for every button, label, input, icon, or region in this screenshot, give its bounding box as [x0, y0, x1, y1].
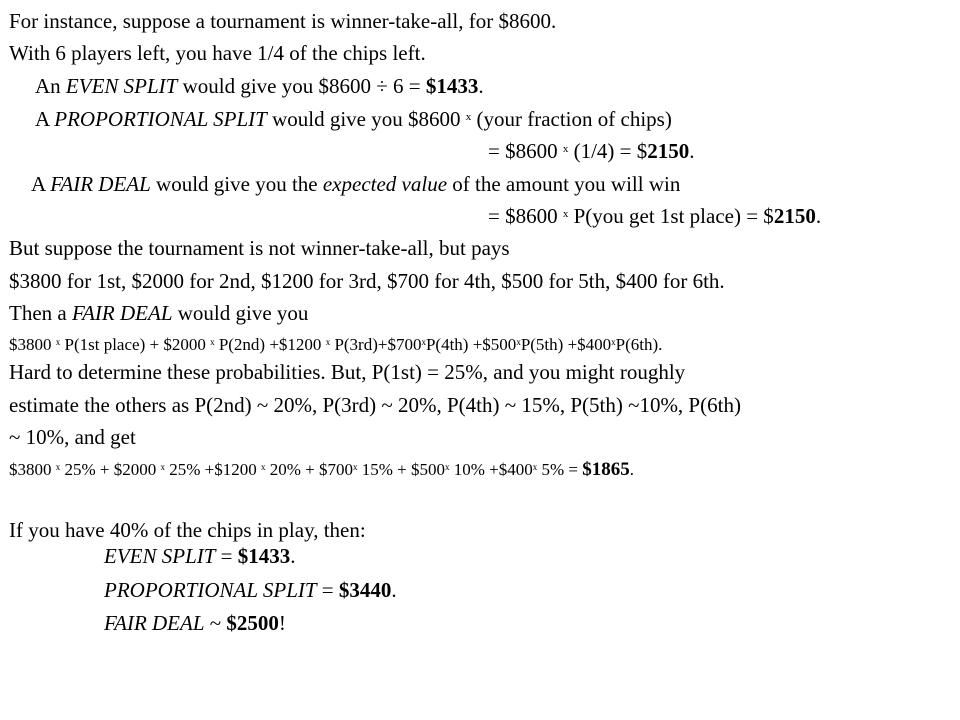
- value-fair-deal-summary: $2500: [226, 611, 279, 635]
- text: =: [215, 544, 238, 568]
- text: !: [278, 611, 286, 635]
- term-fair-deal: FAIR DEAL: [50, 172, 151, 196]
- term-even-split: EVEN SPLIT: [104, 544, 216, 568]
- text: ~: [204, 611, 227, 635]
- text: would give you: [172, 301, 309, 325]
- text: P(5th) +$400: [520, 335, 612, 354]
- term-proportional-split: PROPORTIONAL SPLIT: [54, 107, 267, 131]
- text: A: [31, 172, 51, 196]
- text: 15% + $500: [357, 460, 445, 479]
- text: .: [629, 460, 634, 479]
- line-proportional-split: [35, 109, 672, 130]
- text: .: [391, 578, 397, 602]
- text: Then a: [9, 301, 72, 325]
- text: = $8600: [488, 204, 563, 228]
- line-even-split: [35, 76, 484, 97]
- term-fair-deal: FAIR DEAL: [71, 301, 173, 325]
- text: .: [689, 139, 695, 163]
- times-sign: x: [421, 337, 426, 347]
- times-sign: x: [325, 337, 331, 347]
- line-probability-estimates-end: ~ 10%, and get: [9, 425, 136, 449]
- times-sign: x: [353, 462, 358, 472]
- line-expected-value-formula: [9, 336, 662, 353]
- text: .: [815, 204, 822, 228]
- times-sign: x: [465, 111, 472, 123]
- value-proportional: 2150: [647, 139, 690, 163]
- line-chip-share: With 6 players left, you have 1/4 of the chips left.: [9, 41, 426, 65]
- times-sign: x: [160, 462, 165, 472]
- line-summary-fair-deal: [104, 613, 286, 634]
- times-sign: x: [611, 337, 616, 347]
- times-sign: x: [210, 337, 215, 347]
- line-tournament-intro: For instance, suppose a tournament is winner-take-all, for $8600.: [9, 9, 557, 33]
- times-sign: x: [532, 462, 538, 472]
- times-sign: x: [261, 462, 266, 472]
- text: 5% =: [537, 460, 583, 479]
- text: P(4th) +$500: [425, 335, 517, 354]
- line-forty-percent-intro: If you have 40% of the chips in play, then:: [9, 518, 366, 542]
- text: An: [35, 74, 66, 98]
- line-fair-deal-intro: [9, 303, 308, 324]
- times-sign: x: [55, 462, 61, 472]
- line-summary-proportional: [104, 580, 397, 601]
- text: A: [35, 107, 55, 131]
- text: =: [316, 578, 339, 602]
- line-summary-even-split: [104, 546, 296, 567]
- value-fair-deal: 2150: [773, 204, 816, 228]
- text: 20% + $700: [265, 460, 353, 479]
- term-expected-value: expected value: [322, 172, 448, 196]
- times-sign: x: [445, 462, 450, 472]
- text: 25% + $2000: [60, 460, 161, 479]
- text: = $8600: [488, 139, 563, 163]
- line-fair-deal-calculation: [9, 460, 634, 479]
- value-proportional-summary: $3440: [338, 578, 392, 602]
- text: (1/4) = $: [568, 139, 648, 163]
- text: of the amount you will win: [447, 172, 681, 196]
- text: (your fraction of chips): [471, 107, 672, 131]
- times-sign: x: [562, 143, 569, 155]
- term-proportional-split: PROPORTIONAL SPLIT: [104, 578, 317, 602]
- line-probability-estimates: estimate the others as P(2nd) ~ 20%, P(3rd) ~ 20%, P(4th) ~ 15%, P(5th) ~10%, P(6th): [9, 393, 741, 417]
- text: P(3rd)+$700: [330, 335, 422, 354]
- value-even-split: $1433: [425, 74, 479, 98]
- text: would give you $8600 ÷ 6 =: [177, 74, 426, 98]
- text: .: [478, 74, 484, 98]
- text: P(1st place) + $2000: [60, 335, 211, 354]
- text: would give you the: [150, 172, 323, 196]
- text: P(you get 1st place) = $: [568, 204, 774, 228]
- text: would give you $8600: [266, 107, 466, 131]
- times-sign: x: [562, 208, 569, 220]
- term-even-split: EVEN SPLIT: [65, 74, 178, 98]
- text: $3800: [9, 460, 56, 479]
- times-sign: x: [516, 337, 521, 347]
- value-fair-deal-calculated: $1865: [582, 459, 630, 480]
- text: P(6th).: [615, 335, 663, 354]
- line-probabilities-hard: Hard to determine these probabilities. But, P(1st) = 25%, and you might roughly: [9, 360, 686, 384]
- line-fair-deal-result: [488, 206, 821, 227]
- text: P(2nd) +$1200: [214, 335, 326, 354]
- text: 25% +$1200: [165, 460, 261, 479]
- line-payout-structure: $3800 for 1st, $2000 for 2nd, $1200 for 3rd, $700 for 4th, $500 for 5th, $400 for 6th.: [9, 269, 725, 293]
- term-fair-deal: FAIR DEAL: [104, 611, 205, 635]
- times-sign: x: [55, 337, 61, 347]
- line-payout-intro: But suppose the tournament is not winner-take-all, but pays: [9, 236, 510, 260]
- value-even-split-summary: $1433: [237, 544, 291, 568]
- line-fair-deal: [31, 174, 680, 195]
- text: .: [290, 544, 296, 568]
- text: 10% +$400: [449, 460, 533, 479]
- line-proportional-result: [488, 141, 695, 162]
- text: $3800: [9, 335, 56, 354]
